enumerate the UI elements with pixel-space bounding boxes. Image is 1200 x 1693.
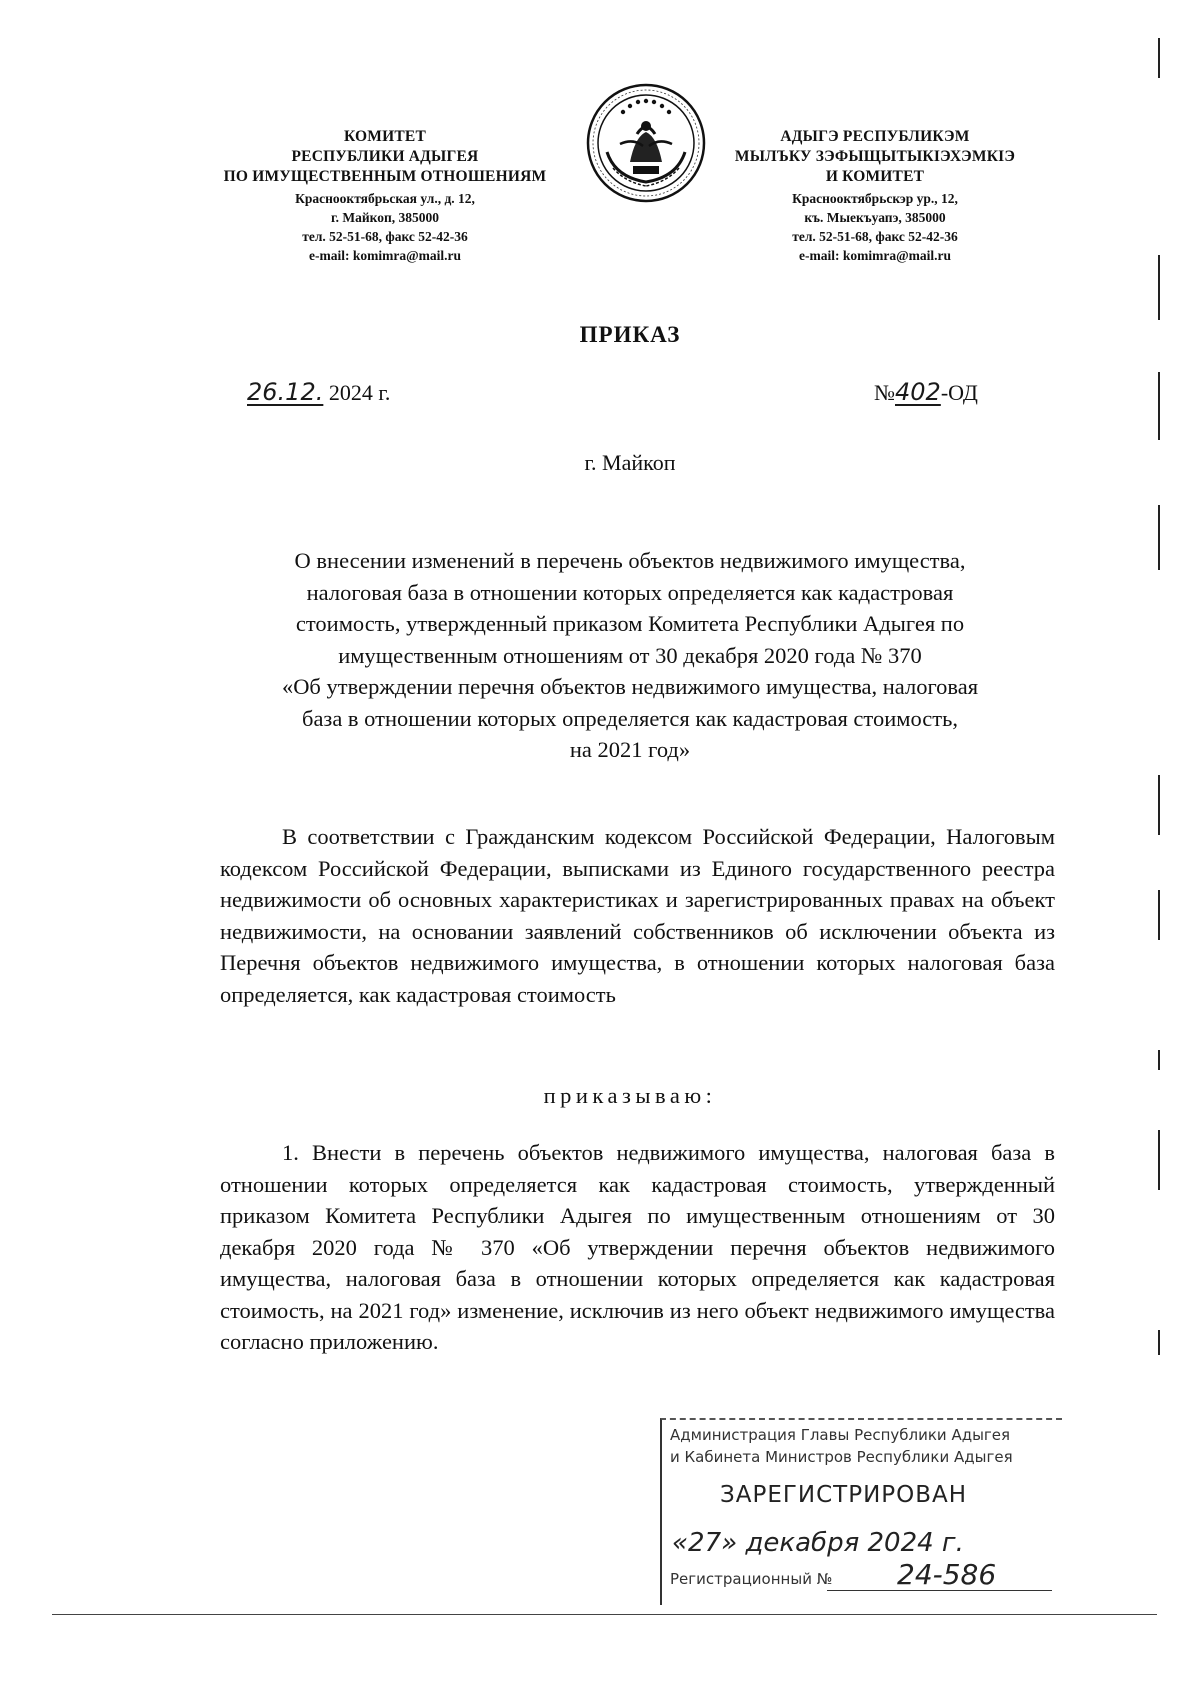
stamp-line1: Администрация Главы Республики Адыгея — [670, 1426, 1011, 1444]
point-1-paragraph: 1. Внести в перечень объектов недвижимого имущества, налоговая база в отношении которых определяется как кадастровая стоимость, утвержденный приказом Комитета Республики Адыгея по имущественным отношениям от 30 декабря 2020 года № 370 «Об утверждении перечня объектов недвижимого имущества, налоговая база в отношении которых определяется как кадастровая стоимость, на 2021 год» изменение, исключив из него объект недвижимого имущества согласно приложению. — [220, 1140, 1055, 1354]
scan-artifact — [1158, 890, 1160, 940]
header-left-email: e-mail: komimra@mail.ru — [308, 248, 462, 263]
header-left-line1: КОМИТЕТ — [343, 128, 426, 145]
stamp-reg-label: Регистрационный № — [670, 1570, 833, 1588]
stamp-reg-number: 24-586 — [897, 1558, 997, 1591]
subject-line: О внесении изменений в перечень объектов недвижимого имущества, — [294, 548, 966, 573]
stamp-date: «27» декабря 2024 г. — [672, 1528, 964, 1558]
registration-stamp — [660, 1418, 1062, 1605]
handwritten-date: 26.12. — [247, 378, 324, 406]
header-right-address2: къ. Мыекъуапэ, 385000 — [804, 210, 946, 225]
header-right-email: e-mail: komimra@mail.ru — [798, 248, 952, 263]
header-right-phone: тел. 52-51-68, факс 52-42-36 — [792, 229, 958, 244]
subject-line: «Об утверждении перечня объектов недвижимого имущества, налоговая — [281, 674, 979, 699]
subject-line: налоговая база в отношении которых определяется как кадастровая — [306, 579, 954, 605]
scan-artifact — [1158, 505, 1160, 570]
header-left-address2: г. Майкоп, 385000 — [330, 210, 439, 225]
header-right-line3: И КОМИТЕТ — [825, 168, 925, 185]
header-left-phone: тел. 52-51-68, факс 52-42-36 — [302, 229, 468, 244]
number-prefix: № — [874, 380, 895, 405]
scan-artifact — [1158, 1330, 1160, 1355]
bottom-divider — [52, 1614, 1157, 1615]
header-left-line3: ПО ИМУЩЕСТВЕННЫМ ОТНОШЕНИЯМ — [223, 168, 547, 185]
header-left-line2: РЕСПУБЛИКИ АДЫГЕЯ — [291, 148, 479, 165]
handwritten-number: 402 — [895, 378, 941, 406]
document-subject — [205, 545, 1055, 766]
stamp-underline — [827, 1590, 1052, 1591]
subject-line: база в отношении которых определяется как кадастровая стоимость, — [302, 705, 958, 731]
preamble-paragraph: В соответствии с Гражданским кодексом Российской Федерации, Налоговым кодексом Российской Федерации, выписками из Единого государственного реестра недвижимости об основных характеристиках и зарегистрированных правах на объект недвижимости, на основании заявлений собственников об исключении объекта из Перечня объектов недвижимого имущества, в отношении которых налоговая база определяется, как кадастровая стоимость — [220, 824, 1055, 1007]
scan-artifact — [1158, 1050, 1160, 1070]
scan-artifact — [1158, 775, 1160, 835]
republic-of-adygea-emblem-icon — [585, 82, 707, 204]
header-left — [205, 127, 565, 265]
scan-artifact — [1158, 372, 1160, 440]
header-right — [715, 127, 1035, 265]
number-suffix: -ОД — [940, 380, 978, 405]
subject-line: имущественным отношениям от 30 декабря 2020 года № 370 — [338, 642, 922, 668]
document-number — [874, 378, 978, 406]
header-right-line1: АДЫГЭ РЕСПУБЛИКЭМ — [780, 128, 970, 145]
header-right-address1: Краснооктябрьскэр ур., 12, — [792, 191, 958, 206]
document-title: ПРИКАЗ — [579, 322, 681, 347]
date-year: 2024 г. — [328, 380, 391, 405]
header-right-line2: МЫЛЪКУ ЗЭФЫЩЫТЫКІЭХЭМКІЭ — [734, 148, 1016, 165]
header-left-address1: Краснооктябрьская ул., д. 12, — [295, 191, 475, 206]
stamp-line2: и Кабинета Министров Республики Адыгея — [670, 1448, 1013, 1466]
stamp-registered: ЗАРЕГИСТРИРОВАН — [720, 1482, 968, 1508]
document-city: г. Майкоп — [584, 450, 676, 475]
scan-artifact — [1158, 255, 1160, 320]
subject-line: стоимость, утвержденный приказом Комитета Республики Адыгея по — [295, 611, 965, 636]
scan-artifact — [1158, 1130, 1160, 1190]
order-word: приказываю: — [543, 1083, 717, 1108]
subject-line: на 2021 год» — [569, 737, 691, 762]
document-date — [247, 378, 390, 406]
scan-artifact — [1158, 38, 1160, 78]
